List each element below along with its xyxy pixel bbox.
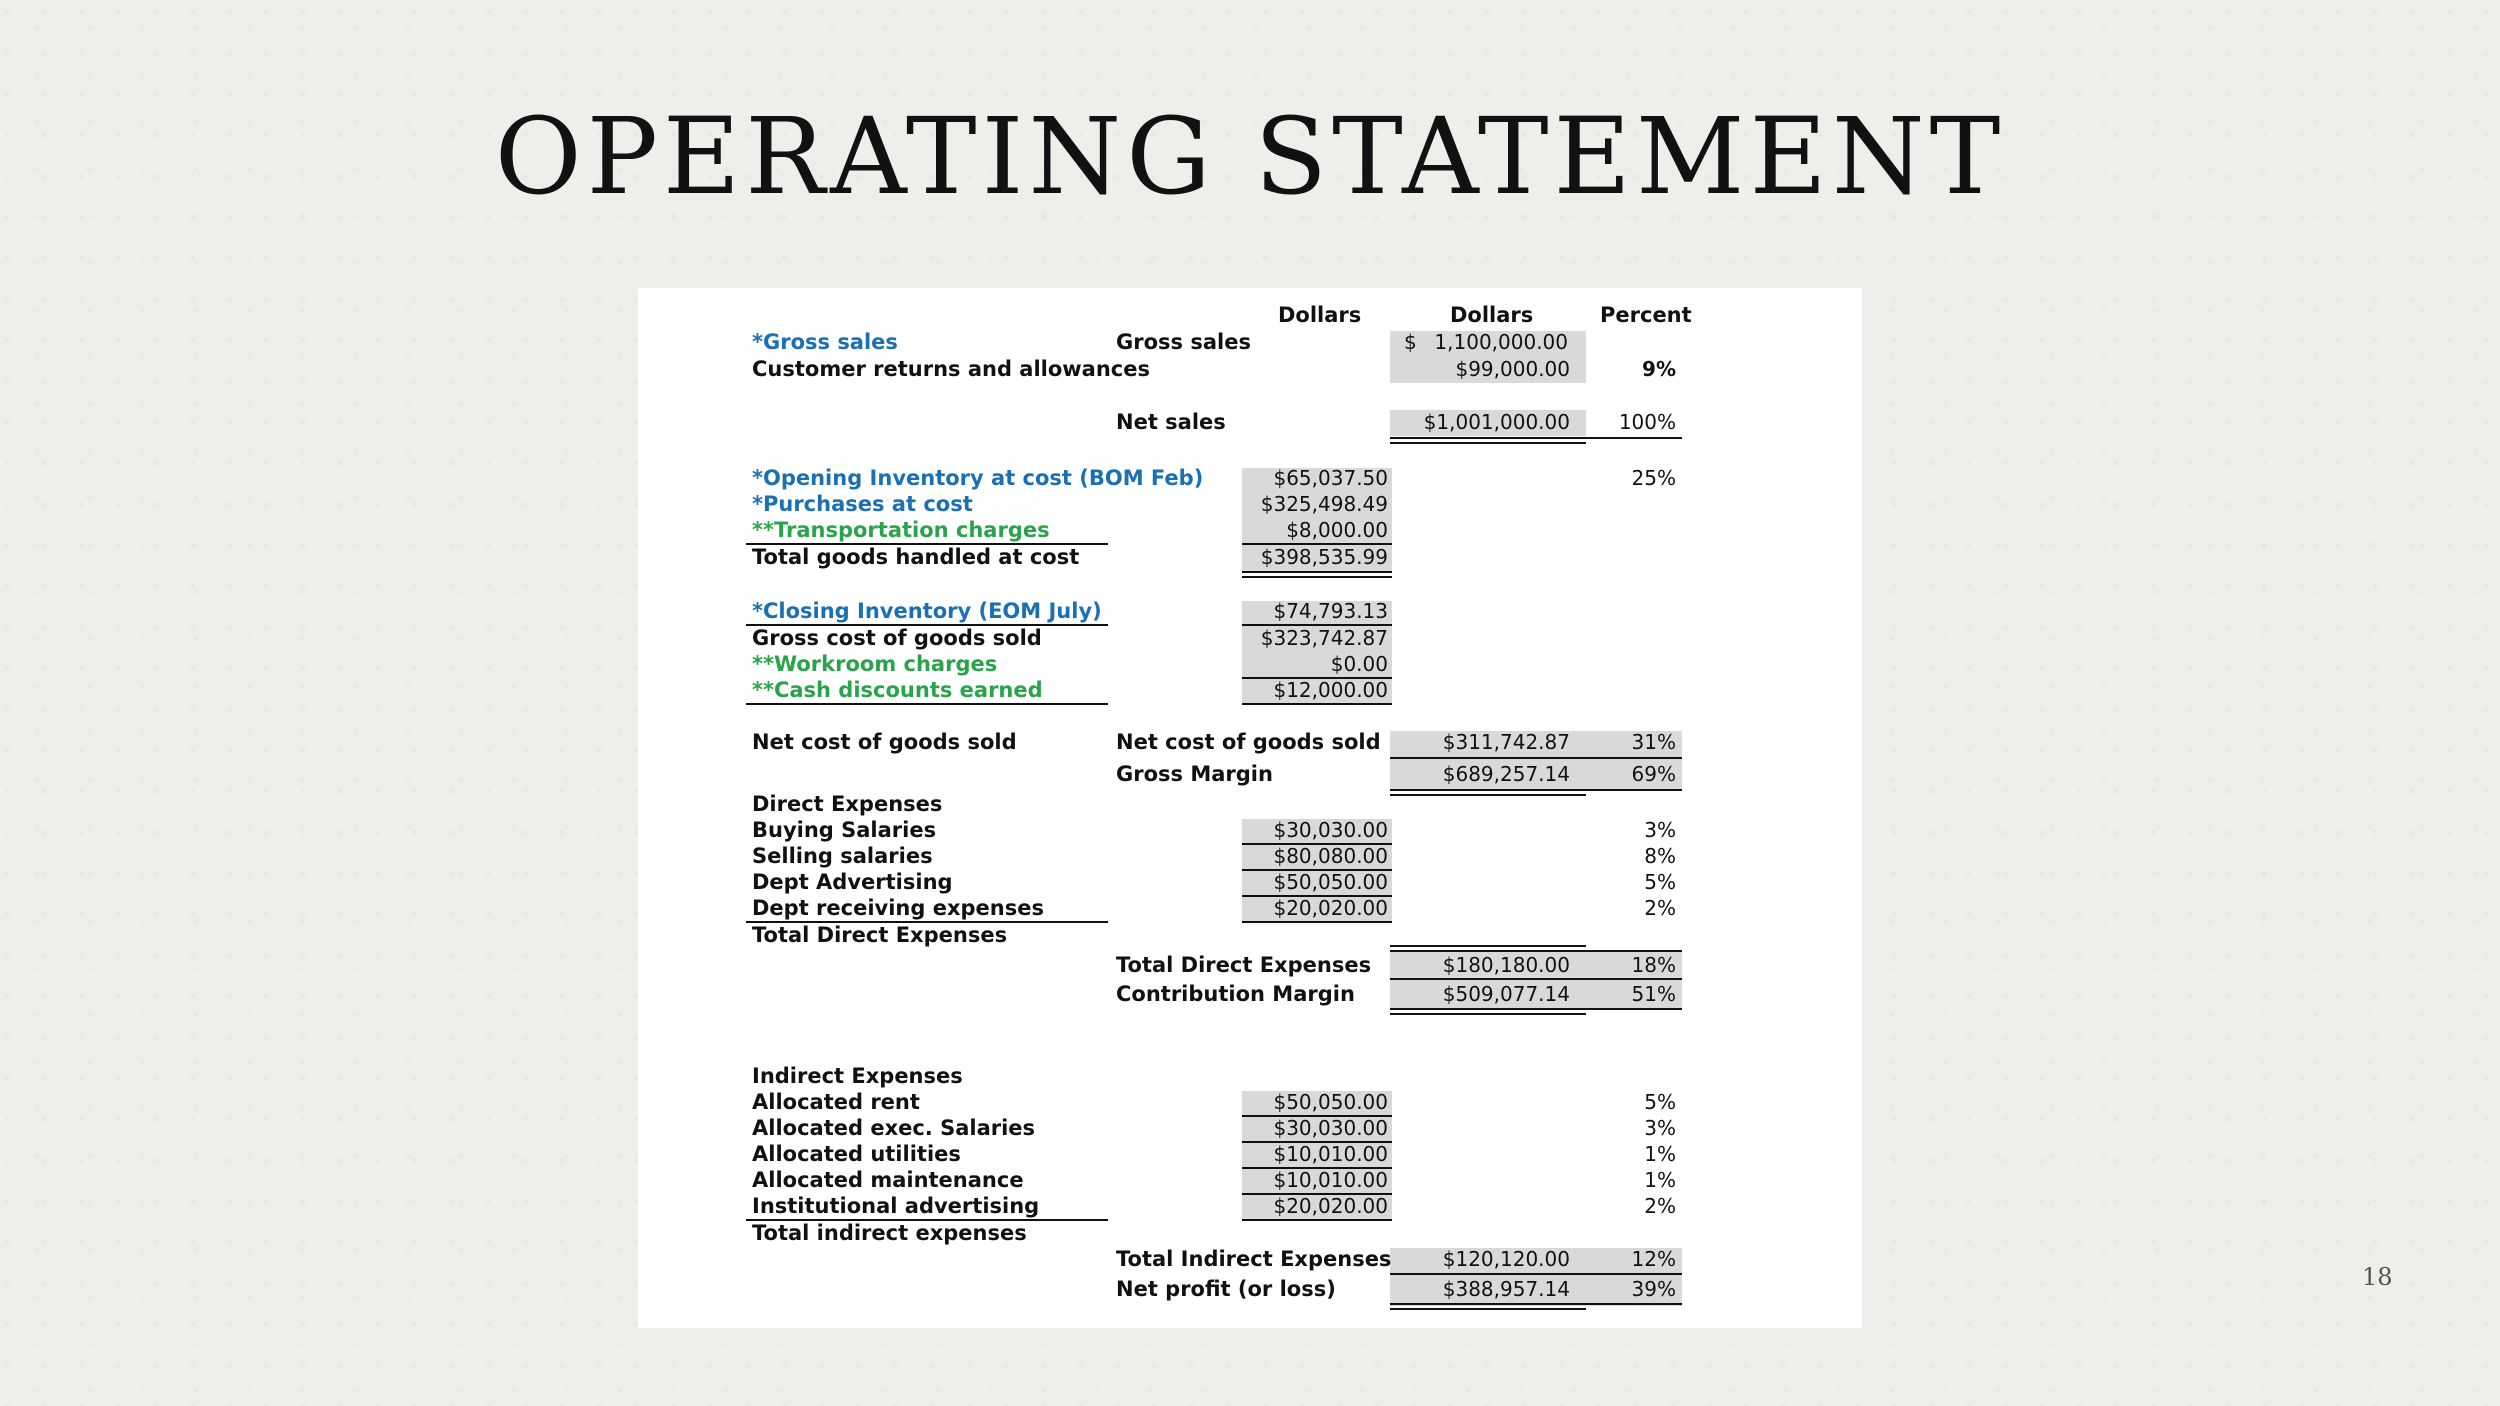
gross-sales-mid-label: Gross sales	[1116, 330, 1251, 354]
workroom-value: $0.00	[1330, 652, 1388, 676]
gross-margin-value: $689,257.14	[1442, 762, 1570, 786]
opening-inventory-value: $65,037.50	[1273, 466, 1388, 490]
net-profit-rule	[1390, 1303, 1682, 1305]
net-profit-rule-2	[1390, 1308, 1586, 1310]
allocated-exec-pct: 3%	[1644, 1116, 1676, 1140]
closing-inventory-label: *Closing Inventory (EOM July)	[752, 599, 1102, 623]
page-number: 18	[2362, 1263, 2393, 1291]
allocated-exec-value: $30,030.00	[1273, 1116, 1388, 1140]
returns-value: $99,000.00	[1455, 357, 1570, 381]
net-cogs-pct: 31%	[1631, 730, 1676, 754]
gross-cogs-value: $323,742.87	[1260, 626, 1388, 650]
institutional-advertising-pct: 2%	[1644, 1194, 1676, 1218]
contribution-margin-pct: 51%	[1631, 982, 1676, 1006]
net-sales-rule-2	[1390, 442, 1586, 444]
buying-salaries-pct: 3%	[1644, 818, 1676, 842]
contribution-rule-2	[1390, 1013, 1586, 1015]
total-direct-left-label: Total Direct Expenses	[752, 923, 1008, 947]
dept-receiving-value: $20,020.00	[1273, 896, 1388, 920]
institutional-advertising-value: $20,020.00	[1273, 1194, 1388, 1218]
allocated-rent-label: Allocated rent	[752, 1090, 920, 1114]
total-direct-pct: 18%	[1631, 953, 1676, 977]
operating-statement-sheet	[638, 288, 1862, 1328]
total-goods-label: Total goods handled at cost	[752, 545, 1080, 569]
net-cogs-rule	[1390, 757, 1682, 759]
workroom-label: **Workroom charges	[752, 652, 998, 676]
gross-sales-label: *Gross sales	[752, 330, 898, 354]
total-indirect-pct: 12%	[1631, 1247, 1676, 1271]
transportation-label: **Transportation charges	[752, 518, 1050, 542]
net-cogs-label: Net cost of goods sold	[752, 730, 1017, 754]
buying-salaries-label: Buying Salaries	[752, 818, 937, 842]
total-indirect-left-label: Total indirect expenses	[752, 1221, 1027, 1245]
dept-advertising-label: Dept Advertising	[752, 870, 953, 894]
dept-advertising-pct: 5%	[1644, 870, 1676, 894]
cash-discounts-label: **Cash discounts earned	[752, 678, 1043, 702]
net-sales-value: $1,001,000.00	[1423, 410, 1570, 434]
allocated-rent-value: $50,050.00	[1273, 1090, 1388, 1114]
purchases-value: $325,498.49	[1260, 492, 1388, 516]
allocated-maintenance-value: $10,010.00	[1273, 1168, 1388, 1192]
dept-receiving-pct: 2%	[1644, 896, 1676, 920]
contribution-margin-value: $509,077.14	[1442, 982, 1570, 1006]
net-sales-label: Net sales	[1116, 410, 1226, 434]
allocated-maintenance-pct: 1%	[1644, 1168, 1676, 1192]
selling-salaries-value: $80,080.00	[1273, 844, 1388, 868]
total-direct-value: $180,180.00	[1442, 953, 1570, 977]
total-goods-rule	[1242, 571, 1392, 573]
direct-expenses-heading: Direct Expenses	[752, 792, 943, 816]
total-direct-rule	[1390, 978, 1682, 980]
contribution-margin-label: Contribution Margin	[1116, 982, 1355, 1006]
institutional-advertising-label: Institutional advertising	[752, 1194, 1040, 1218]
allocated-utilities-pct: 1%	[1644, 1142, 1676, 1166]
indirect-expenses-heading: Indirect Expenses	[752, 1064, 963, 1088]
net-profit-label: Net profit (or loss)	[1116, 1277, 1336, 1301]
total-indirect-rule	[1390, 1273, 1682, 1275]
total-direct-mid-label: Total Direct Expenses	[1116, 953, 1372, 977]
header-dollars-2: Dollars	[1450, 303, 1534, 327]
gross-margin-rule-2	[1390, 794, 1586, 796]
returns-pct: 9%	[1642, 357, 1676, 381]
gross-margin-pct: 69%	[1631, 762, 1676, 786]
header-percent: Percent	[1600, 303, 1692, 327]
buying-salaries-value: $30,030.00	[1273, 818, 1388, 842]
gross-cogs-label: Gross cost of goods sold	[752, 626, 1042, 650]
gross-sales-value: 1,100,000.00	[1434, 330, 1568, 354]
returns-label: Customer returns and allowances	[752, 357, 1150, 381]
total-goods-rule-2	[1242, 576, 1392, 578]
total-indirect-mid-label: Total Indirect Expenses	[1116, 1247, 1392, 1271]
cash-discounts-value-underline	[1242, 703, 1392, 705]
total-goods-value: $398,535.99	[1260, 545, 1388, 569]
closing-inventory-value: $74,793.13	[1273, 599, 1388, 623]
gross-sales-symbol: $	[1404, 330, 1417, 354]
net-sales-rule	[1390, 437, 1682, 439]
institutional-advertising-value-underline	[1242, 1219, 1392, 1221]
dept-receiving-label: Dept receiving expenses	[752, 896, 1044, 920]
selling-salaries-label: Selling salaries	[752, 844, 933, 868]
total-direct-top-rule	[1390, 945, 1586, 947]
net-profit-pct: 39%	[1631, 1277, 1676, 1301]
page-title: OPERATING STATEMENT	[494, 95, 2006, 218]
allocated-utilities-label: Allocated utilities	[752, 1142, 961, 1166]
allocated-maintenance-label: Allocated maintenance	[752, 1168, 1024, 1192]
allocated-rent-pct: 5%	[1644, 1090, 1676, 1114]
net-cogs-value: $311,742.87	[1442, 730, 1570, 754]
net-profit-value: $388,957.14	[1442, 1277, 1570, 1301]
net-sales-pct: 100%	[1618, 410, 1676, 434]
dept-advertising-value: $50,050.00	[1273, 870, 1388, 894]
selling-salaries-pct: 8%	[1644, 844, 1676, 868]
dept-receiving-value-underline	[1242, 921, 1392, 923]
purchases-label: *Purchases at cost	[752, 492, 973, 516]
opening-inventory-label: *Opening Inventory at cost (BOM Feb)	[752, 466, 1204, 490]
contribution-rule	[1390, 1008, 1682, 1010]
gross-margin-label: Gross Margin	[1116, 762, 1273, 786]
header-dollars-1: Dollars	[1278, 303, 1362, 327]
net-cogs-mid-label: Net cost of goods sold	[1116, 730, 1381, 754]
transportation-value: $8,000.00	[1286, 518, 1388, 542]
cash-discounts-value: $12,000.00	[1273, 678, 1388, 702]
gross-margin-rule	[1390, 789, 1682, 791]
allocated-utilities-value: $10,010.00	[1273, 1142, 1388, 1166]
total-indirect-value: $120,120.00	[1442, 1247, 1570, 1271]
cash-discounts-underline	[746, 703, 1108, 705]
allocated-exec-label: Allocated exec. Salaries	[752, 1116, 1036, 1140]
opening-inventory-pct: 25%	[1631, 466, 1676, 490]
